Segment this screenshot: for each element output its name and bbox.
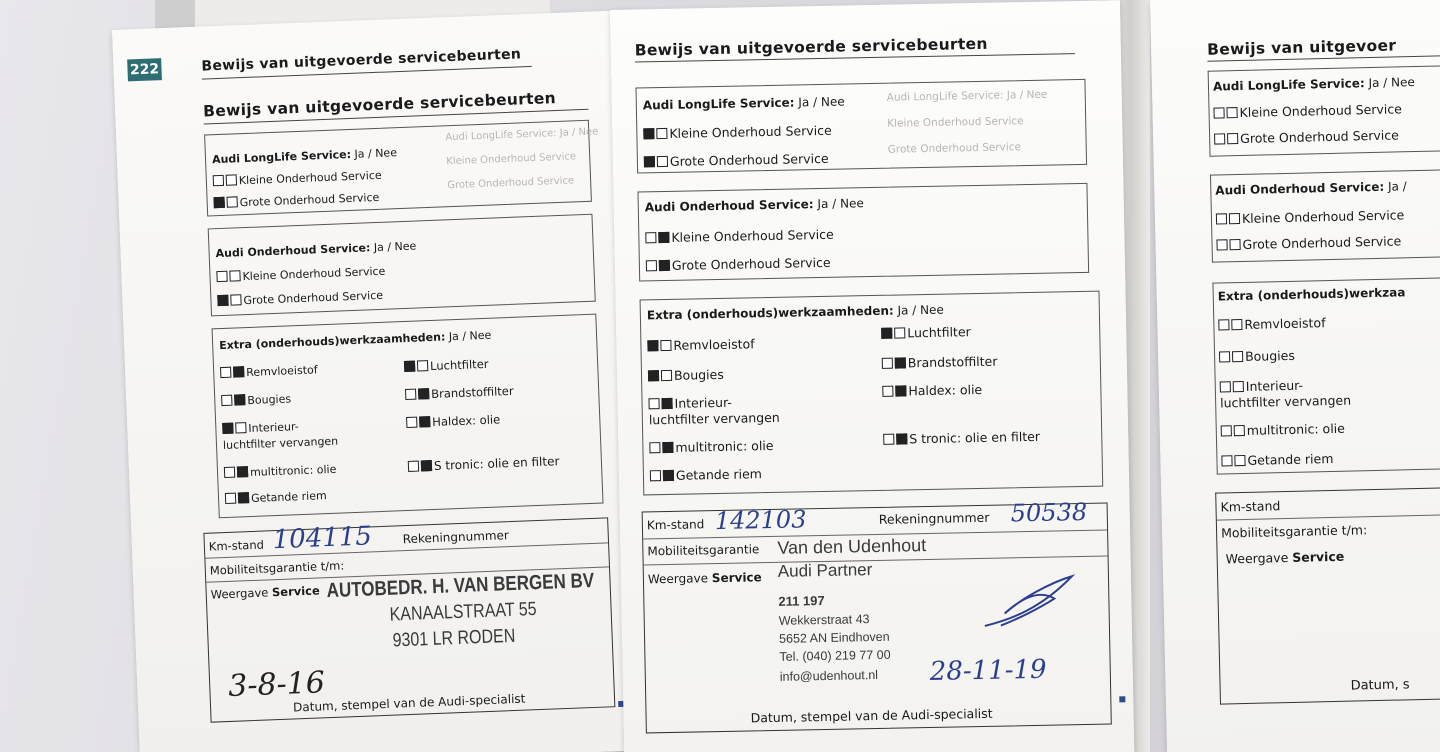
checkbox-icon bbox=[1226, 107, 1237, 118]
checked-box-icon bbox=[404, 361, 415, 372]
checkbox-icon bbox=[648, 398, 659, 409]
extra-item: Luchtfilter bbox=[881, 324, 971, 341]
footer-caption: Datum, stempel van de Audi-specialist bbox=[750, 705, 993, 726]
checked-box-icon bbox=[217, 295, 228, 306]
checkbox-icon bbox=[882, 358, 893, 369]
checkbox-icon bbox=[229, 270, 240, 281]
extra-item: Bougies bbox=[1219, 348, 1295, 365]
checked-box-icon bbox=[419, 416, 430, 427]
checkbox-icon bbox=[660, 340, 671, 351]
checked-box-icon bbox=[658, 232, 669, 243]
footer-caption: Datum, s bbox=[1350, 677, 1410, 694]
extra-item: Bougies bbox=[221, 392, 291, 408]
right-page bbox=[1150, 0, 1440, 752]
running-header: Bewijs van uitgevoer bbox=[1206, 36, 1397, 59]
extra-item: Brandstoffilter bbox=[405, 384, 514, 402]
checkbox-icon bbox=[1232, 351, 1243, 362]
extra-item: multitronic: olie bbox=[224, 463, 337, 480]
checked-box-icon bbox=[237, 466, 248, 477]
checkbox-icon bbox=[1234, 425, 1245, 436]
checkbox-icon bbox=[1221, 425, 1232, 436]
checked-box-icon bbox=[648, 370, 659, 381]
checked-box-icon bbox=[647, 340, 658, 351]
checkbox-icon bbox=[226, 196, 237, 207]
onderhoud-title: Audi Onderhoud Service: bbox=[1215, 179, 1385, 198]
checkbox-icon bbox=[657, 156, 668, 167]
checked-box-icon bbox=[895, 385, 906, 396]
checkbox-icon bbox=[882, 386, 893, 397]
longlife-item: Kleine Onderhoud Service bbox=[643, 123, 832, 142]
checkbox-icon bbox=[656, 128, 667, 139]
extra-item: Remvloeistof bbox=[1218, 315, 1325, 332]
extra-title: Extra (onderhouds)werkzaa bbox=[1217, 285, 1406, 304]
checkbox-icon bbox=[216, 271, 227, 282]
checked-box-icon bbox=[233, 366, 244, 377]
stamp-line: info@udenhout.nl bbox=[779, 667, 879, 684]
checkbox-icon bbox=[220, 367, 231, 378]
longlife-answer: Ja / Nee bbox=[350, 146, 398, 161]
km-label: Km-stand bbox=[646, 517, 705, 533]
signature-icon bbox=[980, 568, 1081, 634]
longlife-title: Audi LongLife Service: bbox=[211, 147, 352, 167]
record-box bbox=[1215, 486, 1440, 705]
onderhoud-item: Grote Onderhoud Service bbox=[646, 255, 831, 274]
left-page bbox=[112, 10, 660, 752]
onderhoud-title: Audi Onderhoud Service: bbox=[644, 197, 814, 215]
checked-box-icon bbox=[661, 398, 672, 409]
checkbox-icon bbox=[1221, 455, 1232, 466]
extra-item: Interieur- bbox=[648, 395, 732, 412]
stamp-line: 211 197 bbox=[778, 592, 825, 609]
checked-box-icon bbox=[643, 128, 654, 139]
onderhoud-title: Audi Onderhoud Service: bbox=[215, 241, 371, 261]
checkbox-icon bbox=[650, 470, 661, 481]
extra-title: Extra (onderhouds)werkzaamheden: bbox=[218, 330, 446, 353]
date-handwritten: 3-8-16 bbox=[227, 665, 326, 705]
checked-box-icon bbox=[644, 156, 655, 167]
longlife-item: Kleine Onderhoud Service bbox=[213, 169, 382, 188]
checkbox-icon bbox=[213, 175, 224, 186]
extra-item: Getande riem bbox=[1221, 451, 1333, 469]
checkbox-icon bbox=[405, 389, 416, 400]
checkbox-icon bbox=[230, 294, 241, 305]
checkbox-icon bbox=[221, 395, 232, 406]
middle-page bbox=[610, 0, 1134, 752]
mobility-label: Mobiliteitsgarantie t/m: bbox=[1220, 522, 1368, 541]
km-label: Km-stand bbox=[1220, 498, 1281, 515]
mobility-label: Mobiliteitsgarantie bbox=[647, 542, 760, 559]
checkbox-icon bbox=[417, 360, 428, 371]
stamp-line: Tel. (040) 219 77 00 bbox=[779, 647, 891, 664]
checkbox-icon bbox=[226, 174, 237, 185]
stamp-line: KANAALSTRAAT 55 bbox=[389, 599, 537, 626]
km-value: 104115 bbox=[272, 521, 373, 556]
checkbox-icon bbox=[645, 232, 656, 243]
stamp-line: 5652 AN Eindhoven bbox=[778, 629, 890, 646]
checked-box-icon bbox=[881, 328, 892, 339]
footer-caption: Datum, stempel van de Audi-specialist bbox=[292, 691, 526, 715]
section-title: Bewijs van uitgevoerde servicebeurten bbox=[202, 89, 557, 121]
running-header: Bewijs van uitgevoerde servicebeurten bbox=[634, 34, 988, 60]
extra-box: Extra (onderhouds)werkzaamheden: Ja / Nee Remvloeistof Bougies Interieur- luchtfilter vervangen multitronic: olie Getande riem Luchtfilter Brandstoffilter Haldex: olie S tronic: olie en filter bbox=[640, 291, 1104, 496]
onderhoud-item: Kleine Onderhoud Service bbox=[216, 265, 385, 284]
display-label: Weergave Service bbox=[1225, 548, 1345, 567]
onderhoud-item: Kleine Onderhoud Service bbox=[645, 227, 834, 246]
longlife-box: Audi LongLife Service: Ja / Nee Kleine Onderhoud Service Grote Onderhoud Service bbox=[1208, 64, 1440, 156]
checkbox-icon bbox=[883, 434, 894, 445]
km-label: Km-stand bbox=[208, 537, 265, 554]
extra-item: Interieur- bbox=[222, 420, 299, 436]
extra-item: Haldex: olie bbox=[882, 382, 982, 399]
onderhoud-item: Grote Onderhoud Service bbox=[217, 289, 383, 308]
checked-box-icon bbox=[659, 260, 670, 271]
checkbox-icon bbox=[1214, 133, 1225, 144]
checkbox-icon bbox=[235, 422, 246, 433]
extra-item: Remvloeistof bbox=[220, 363, 318, 380]
record-box bbox=[203, 517, 615, 722]
display-label: Weergave Service bbox=[647, 570, 762, 587]
page-marker bbox=[1119, 696, 1125, 702]
checked-box-icon bbox=[662, 442, 673, 453]
checkbox-icon bbox=[894, 327, 905, 338]
checked-box-icon bbox=[222, 423, 233, 434]
record-box bbox=[642, 497, 1112, 734]
extra-item: Brandstoffilter bbox=[882, 354, 998, 371]
extra-item: Haldex: olie bbox=[406, 412, 500, 430]
km-value: 142103 bbox=[714, 505, 807, 536]
invoice-label: Rekeningnummer bbox=[402, 528, 510, 547]
checkbox-icon bbox=[408, 461, 419, 472]
onderhoud-box: Audi Onderhoud Service: Ja / Nee Kleine Onderhoud Service Grote Onderhoud Service bbox=[208, 214, 596, 317]
extra-title: Extra (onderhouds)werkzaamheden: bbox=[646, 303, 894, 323]
stamp-line: Van den Udenhout bbox=[777, 535, 927, 558]
extra-item: multitronic: olie bbox=[649, 438, 773, 455]
longlife-box: Audi LongLife Service: Ja / Nee Kleine Onderhoud Service Grote Onderhoud Service Audi LongLife Service: Ja / Nee Kleine Onderhoud Service Grote Onderhoud Service bbox=[635, 79, 1087, 174]
extra-box: Extra (onderhouds)werkzaamheden: Ja / Nee Remvloeistof Bougies Interieur- luchtfilter vervangen multitronic: olie Getande riem Luchtfilter Brandstoffilter Haldex: olie S tronic: olie en filter bbox=[212, 314, 604, 519]
checkbox-icon bbox=[1229, 239, 1240, 250]
extra-item: Bougies bbox=[648, 367, 724, 383]
checked-box-icon bbox=[895, 357, 906, 368]
extra-item-cont: luchtfilter vervangen bbox=[648, 409, 780, 428]
checked-box-icon bbox=[234, 394, 245, 405]
onderhoud-box: Audi Onderhoud Service: Ja / Nee Kleine Onderhoud Service Grote Onderhoud Service bbox=[637, 183, 1089, 282]
longlife-title: Audi LongLife Service: bbox=[1212, 76, 1365, 94]
extra-item: Luchtfilter bbox=[404, 357, 489, 374]
checked-box-icon bbox=[238, 492, 249, 503]
extra-item: S tronic: olie en filter bbox=[883, 429, 1040, 447]
extra-item-cont: luchtfilter vervangen bbox=[1219, 392, 1352, 411]
display-label: Weergave Service bbox=[210, 583, 321, 602]
checkbox-icon bbox=[406, 417, 417, 428]
checkbox-icon bbox=[1219, 351, 1230, 362]
extra-item: multitronic: olie bbox=[1221, 421, 1345, 439]
extra-item: Remvloeistof bbox=[647, 336, 754, 353]
extra-item-cont: luchtfilter vervangen bbox=[222, 434, 339, 453]
extra-item: S tronic: olie en filter bbox=[408, 454, 560, 474]
page-number: 222 bbox=[127, 58, 162, 81]
longlife-item: Grote Onderhoud Service bbox=[644, 151, 829, 170]
onderhoud-item: Kleine Onderhoud Service bbox=[1216, 207, 1405, 226]
stamp-line: Wekkerstraat 43 bbox=[778, 612, 870, 628]
checkbox-icon bbox=[224, 467, 235, 478]
longlife-item: Kleine Onderhoud Service bbox=[1213, 101, 1402, 120]
checkbox-icon bbox=[1231, 319, 1242, 330]
checkbox-icon bbox=[1220, 381, 1231, 392]
date-handwritten: 28-11-19 bbox=[929, 654, 1047, 687]
checked-box-icon bbox=[663, 470, 674, 481]
invoice-label: Rekeningnummer bbox=[878, 509, 990, 527]
checkbox-icon bbox=[1216, 213, 1227, 224]
stamp-line: Audi Partner bbox=[777, 560, 873, 581]
checkbox-icon bbox=[1229, 213, 1240, 224]
checkbox-icon bbox=[649, 442, 660, 453]
stamp-line: 9301 LR RODEN bbox=[392, 626, 516, 652]
running-header: Bewijs van uitgevoerde servicebeurten bbox=[201, 46, 522, 75]
extra-item: Getande riem bbox=[225, 489, 327, 506]
checkbox-icon bbox=[661, 370, 672, 381]
divider bbox=[1217, 513, 1440, 521]
checkbox-icon bbox=[1233, 381, 1244, 392]
checkbox-icon bbox=[1218, 319, 1229, 330]
checked-box-icon bbox=[896, 433, 907, 444]
onderhoud-item: Grote Onderhoud Service bbox=[1216, 233, 1401, 252]
checkbox-icon bbox=[225, 493, 236, 504]
checkbox-icon bbox=[1213, 107, 1224, 118]
mobility-label: Mobiliteitsgarantie t/m: bbox=[209, 558, 345, 578]
checked-box-icon bbox=[213, 197, 224, 208]
extra-box bbox=[1212, 276, 1440, 474]
longlife-box: Audi LongLife Service: Ja / Nee Kleine Onderhoud Service Grote Onderhoud Service Audi LongLife Service: Ja / Nee Kleine Onderhoud Service Grote Onderhoud Service bbox=[204, 120, 592, 217]
checkbox-icon bbox=[646, 260, 657, 271]
longlife-item: Grote Onderhoud Service bbox=[1214, 127, 1399, 146]
longlife-item: Grote Onderhoud Service bbox=[213, 191, 379, 210]
checked-box-icon bbox=[421, 460, 432, 471]
onderhoud-box: Audi Onderhoud Service: Ja / Kleine Onderhoud Service Grote Onderhoud Service bbox=[1210, 168, 1440, 262]
checkbox-icon bbox=[1234, 455, 1245, 466]
invoice-value: 50538 bbox=[1010, 497, 1088, 528]
checkbox-icon bbox=[1227, 133, 1238, 144]
extra-item: Interieur- bbox=[1220, 378, 1304, 395]
longlife-title: Audi LongLife Service: bbox=[642, 95, 795, 113]
stamp-line: AUTOBEDR. H. VAN BERGEN BV bbox=[326, 568, 595, 602]
checked-box-icon bbox=[418, 388, 429, 399]
extra-item: Getande riem bbox=[650, 466, 762, 483]
checkbox-icon bbox=[1216, 239, 1227, 250]
